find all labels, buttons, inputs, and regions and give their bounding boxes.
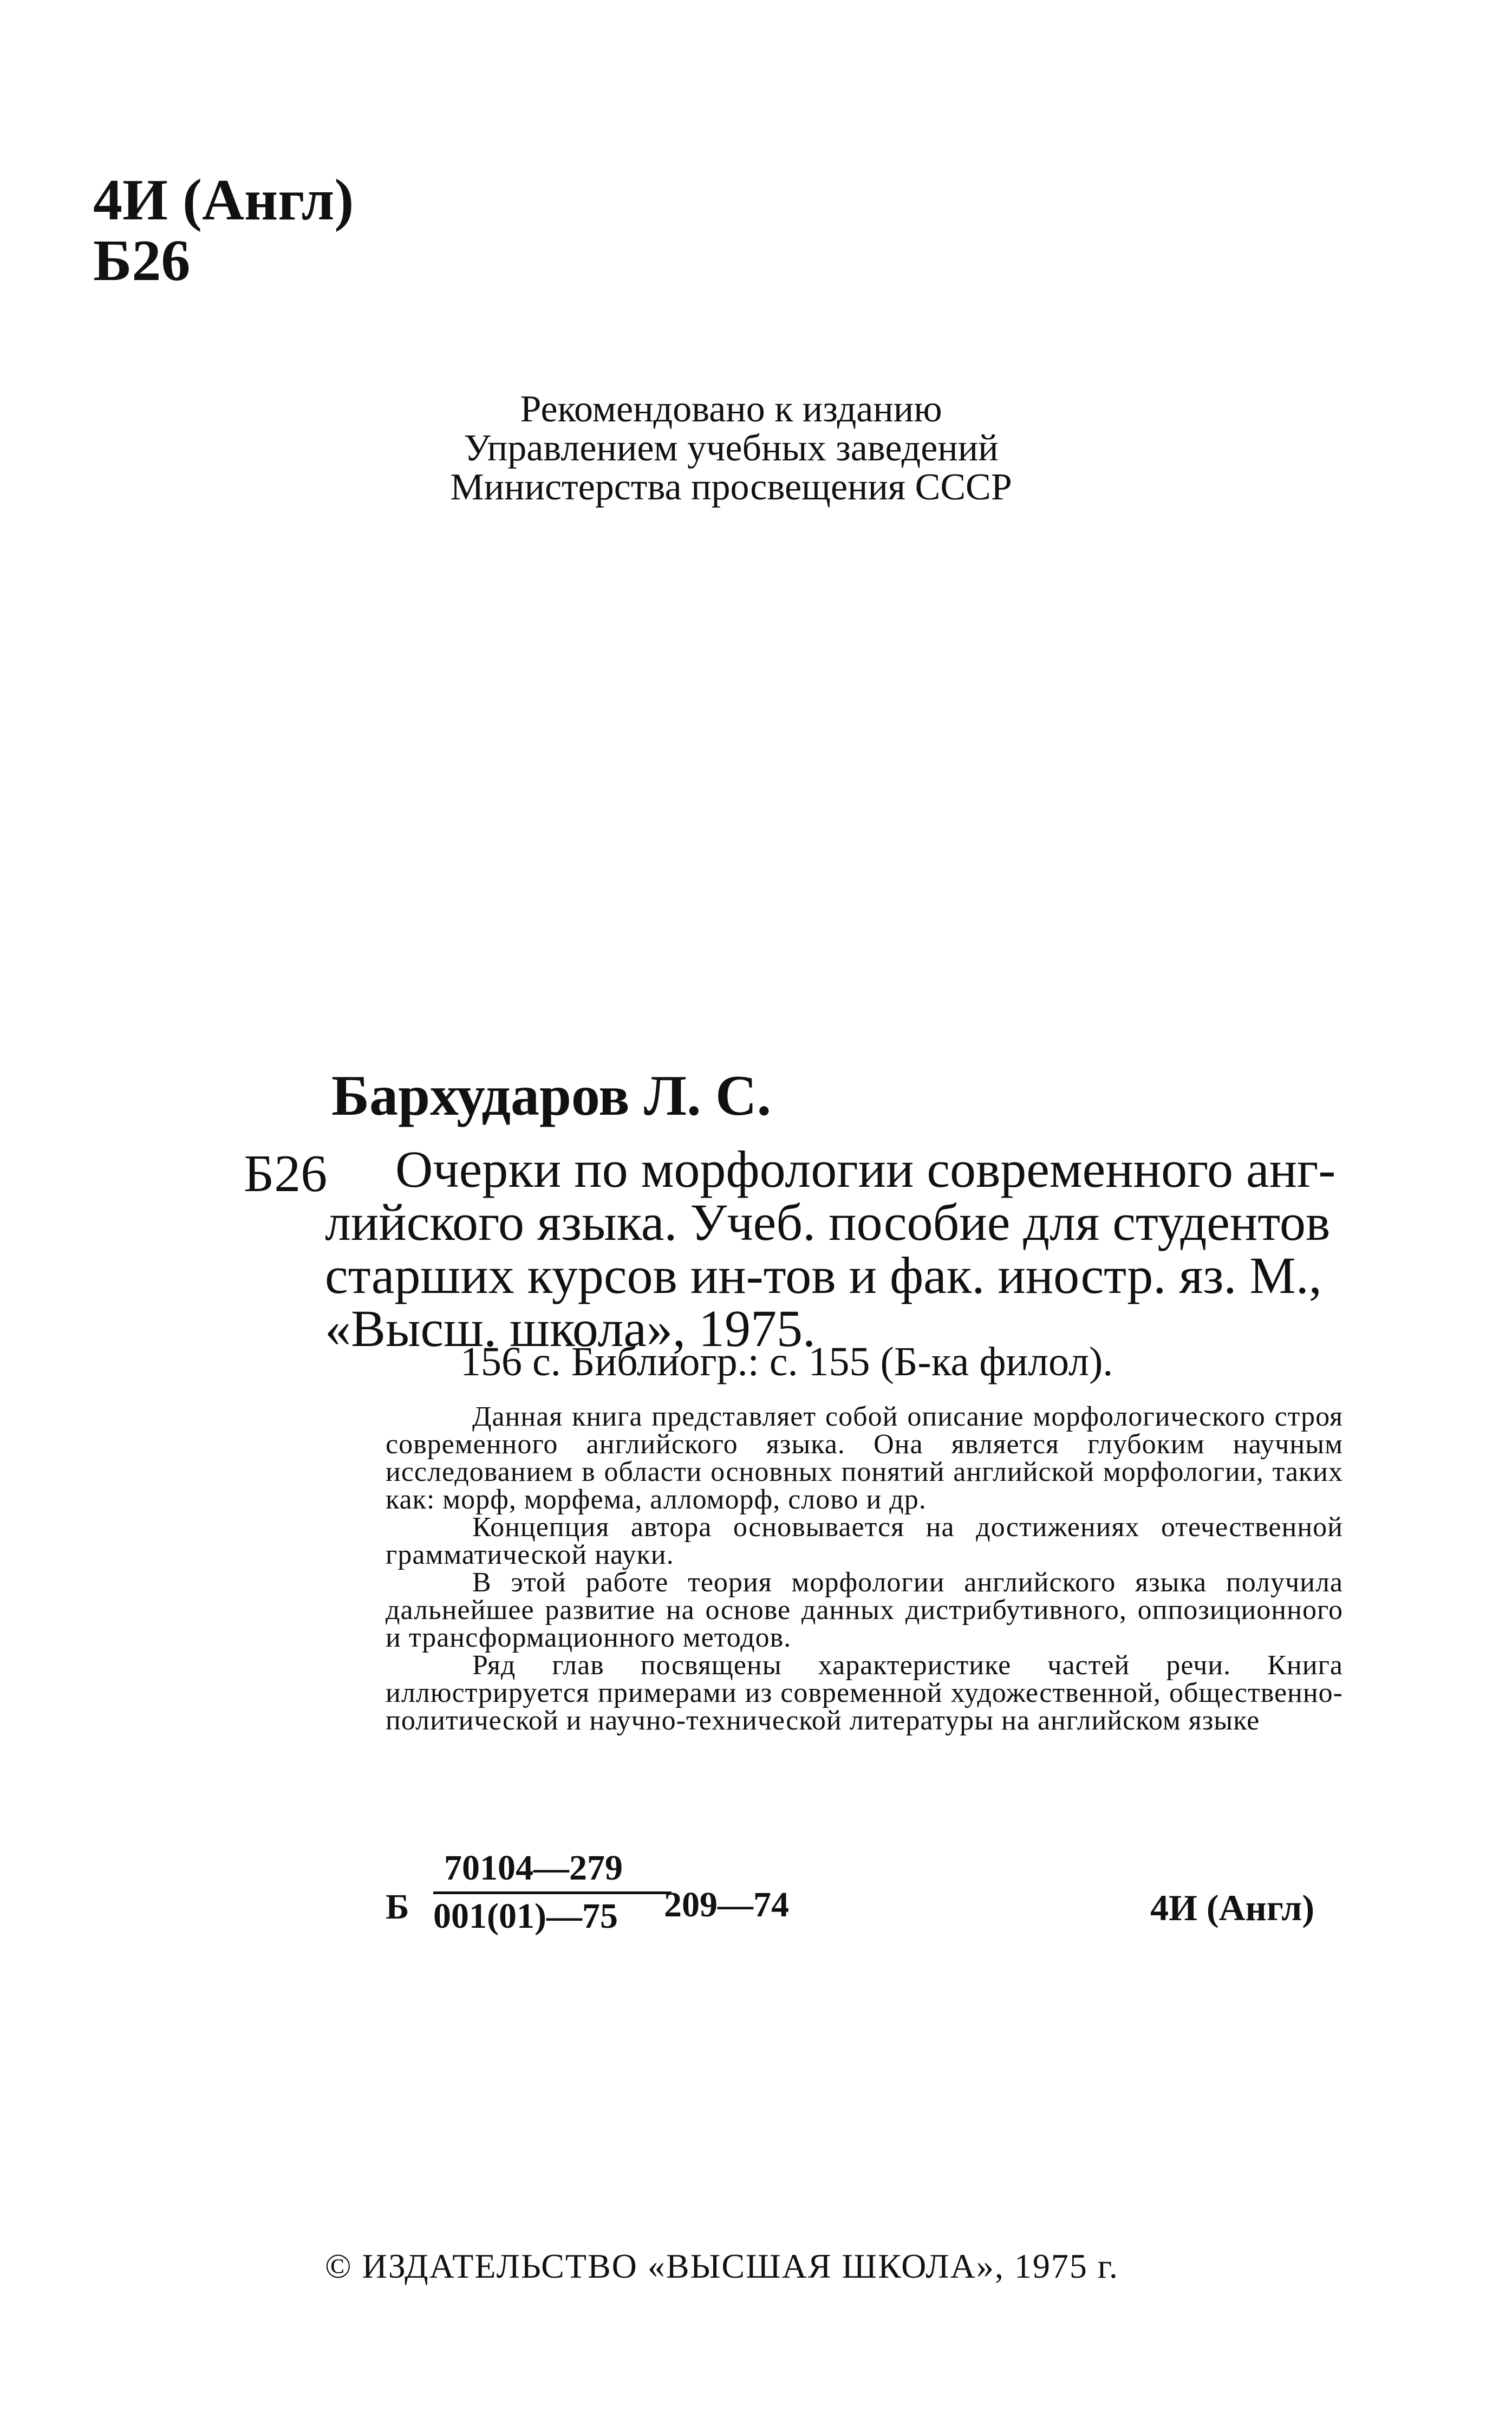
card-catalog-code: Б26	[244, 1145, 328, 1203]
description-line: лийского языка. Учеб. пособие для студентов	[325, 1193, 1331, 1251]
bibliographic-letter: Б	[386, 1887, 409, 1927]
classification-code: 4И (Англ)	[93, 168, 354, 232]
bibliographic-classification: 4И (Англ)	[1150, 1887, 1315, 1928]
recommendation-line: Рекомендовано к изданию	[520, 388, 942, 430]
annotation-paragraph: Концепция автора основывается на достижениях отечественной грамматической науки.	[386, 1512, 1343, 1570]
pages-bibliography: 156 с. Библиогр.: с. 155 (Б-ка филол).	[460, 1339, 1113, 1384]
recommendation-line: Министерства просвещения СССР	[450, 466, 1012, 508]
description-line: старших курсов ин-тов и фак. иностр. яз. М.,	[325, 1246, 1322, 1304]
catalog-code: Б26	[93, 229, 191, 293]
recommendation-line: Управлением учебных заведений	[464, 427, 999, 469]
bibliographic-code: 209—74	[664, 1885, 789, 1925]
recommendation-block	[325, 390, 1137, 507]
description-line: Очерки по морфологии современного анг-	[395, 1140, 1336, 1198]
annotation	[386, 1403, 1343, 1734]
annotation-paragraph: Ряд глав посвящены характеристике частей речи. Книга иллюстрируется примерами из современной художественной, общественно-политической и научно-технической литературы на английском языке	[386, 1650, 1343, 1736]
fraction-numerator: 70104—279	[433, 1850, 672, 1894]
copyright-notice: © ИЗДАТЕЛЬСТВО «ВЫСШАЯ ШКОЛА», 1975 г.	[325, 2247, 1119, 2285]
fraction-denominator: 001(01)—75	[433, 1896, 618, 1936]
bibliographic-fraction	[433, 1850, 672, 1934]
book-description	[325, 1140, 1336, 1357]
annotation-paragraph: Данная книга представляет собой описание морфологического строя современного английского языка. Она является глубоким научным исследованием в области основных понятий английской морфологии, таких как: морф, морфема, алломорф, слово и др.	[386, 1401, 1343, 1515]
annotation-paragraph: В этой работе теория морфологии английского языка получила дальнейшее развитие на основе данных дистрибутивного, оппозиционного и трансформационного методов.	[386, 1567, 1343, 1653]
description-line: «Высш. школа», 1975.	[325, 1299, 816, 1357]
author-name: Бархударов Л. С.	[331, 1064, 772, 1127]
